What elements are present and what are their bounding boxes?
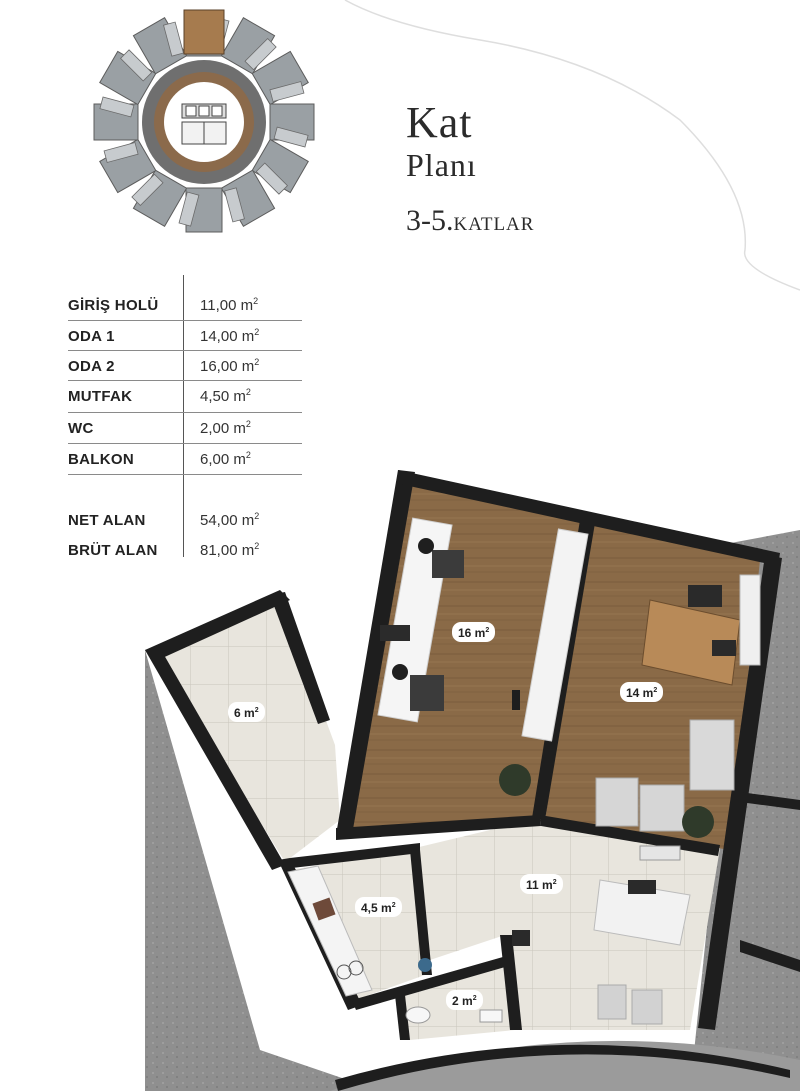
floors-label: KATLAR	[453, 214, 535, 235]
room-label-balkon: 6 $m^2$	[228, 702, 265, 722]
room-label-16: 16 $m^2$	[452, 622, 495, 642]
total-name: NET ALAN	[68, 511, 146, 529]
area-value: 11,00 $m^2$	[200, 296, 259, 314]
area-name: WC	[68, 419, 94, 437]
room-label-mutfak: 4,5 $m^2$	[355, 897, 402, 917]
area-name: GİRİŞ HOLÜ	[68, 296, 159, 314]
room-label-wc: 2 $m^2$	[446, 990, 483, 1010]
total-name: BRÜT ALAN	[68, 541, 158, 559]
area-name: MUTFAK	[68, 387, 133, 405]
area-value: 16,00 $m^2$	[200, 357, 260, 375]
total-value: 81,00 $m^2$	[200, 541, 260, 559]
floors-number: 3-5.	[406, 204, 454, 237]
title-plani: Planı	[406, 147, 477, 183]
area-value: 4,50 $m^2$	[200, 387, 251, 405]
room-label-14: 14 $m^2$	[620, 682, 663, 702]
area-value: 6,00 $m^2$	[200, 450, 251, 468]
title-kat: Kat	[406, 98, 473, 147]
total-value: 54,00 $m^2$	[200, 511, 260, 529]
room-label-hol: 11 $m^2$	[520, 874, 563, 894]
area-name: ODA 1	[68, 327, 115, 345]
area-value: 2,00 $m^2$	[200, 419, 251, 437]
area-value: 14,00 $m^2$	[200, 327, 260, 345]
area-name: BALKON	[68, 450, 134, 468]
area-name: ODA 2	[68, 357, 115, 375]
